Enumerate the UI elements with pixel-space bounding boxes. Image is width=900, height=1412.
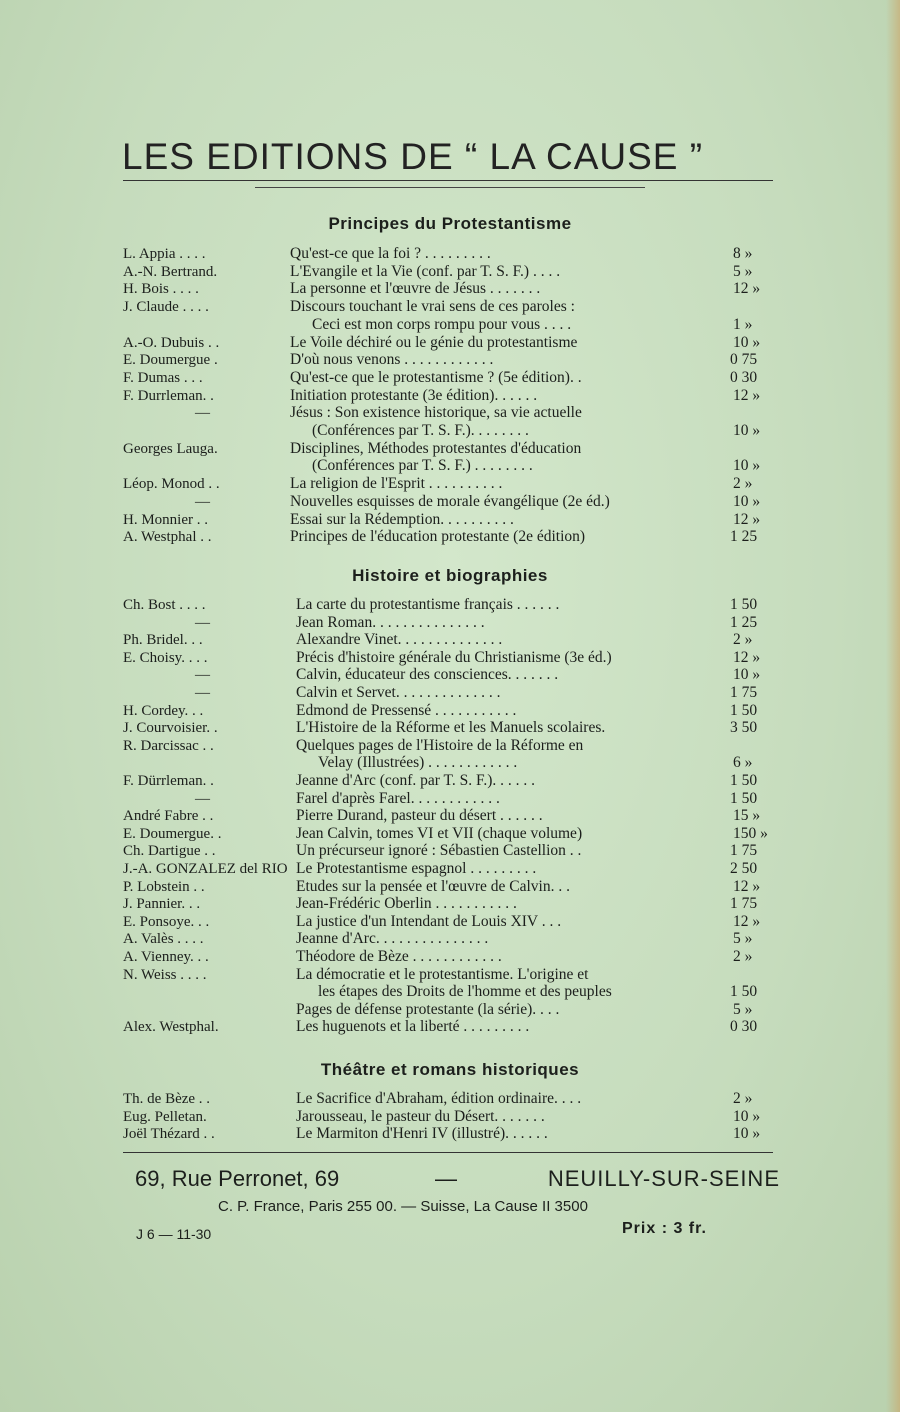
price: 12 » [733,648,761,666]
price: 150 » [733,824,768,842]
catalog-row [0,422,900,440]
work-title: Etudes sur la pensée et l'œuvre de Calvin. . . [296,877,570,895]
work-title: Qu'est-ce que la foi ? . . . . . . . . . [290,245,491,262]
work-title: Jeanne d'Arc. . . . . . . . . . . . . . . [296,930,489,948]
work-title: Le Marmiton d'Henri IV (illustré). . . . . . [296,1125,548,1142]
page-title: LES EDITIONS DE “ LA CAUSE ” [122,136,704,177]
price: 5 » [733,1000,753,1018]
author-name: — [195,667,210,684]
catalog-row [0,280,900,298]
author-name: Ch. Bost . . . . [123,597,206,613]
price: 1 75 [730,842,758,860]
author-name: E. Doumergue . [123,352,218,369]
price: 10 » [733,1125,761,1142]
work-title: Discours touchant le vrai sens de ces paroles : [290,298,575,316]
title-rule [123,180,773,181]
author-name: — [195,493,210,510]
catalog-row [0,966,900,984]
catalog-row [0,807,900,825]
work-title: Disciplines, Méthodes protestantes d'éducation [290,439,582,457]
catalog-row [0,702,900,720]
price: 5 » [733,930,753,948]
catalog-row [0,930,900,948]
author-name: N. Weiss . . . . [123,966,207,983]
catalog-row [0,1018,900,1036]
catalog-row [0,404,900,422]
catalog-row [0,860,900,878]
catalog-row [0,596,900,614]
work-title: La carte du protestantisme français . . . . . . [296,596,560,613]
price: 0 75 [730,351,758,369]
price: 0 30 [730,1018,758,1036]
price: 3 50 [730,719,758,737]
catalog-row [0,440,900,458]
footer-code: J 6 — 11-30 [136,1226,212,1242]
work-title: D'où nous venons . . . . . . . . . . . . [290,351,494,369]
author-name: J. Courvoisier. . [123,720,218,737]
author-name: A.-O. Dubuis . . [123,334,220,351]
catalog-row [0,1090,900,1108]
price: 2 50 [730,860,758,877]
catalog-row [0,649,900,667]
catalog-row [0,387,900,405]
catalog-row [0,737,900,755]
work-title: Ceci est mon corps rompu pour vous . . . . [312,315,572,333]
catalog-row [0,825,900,843]
catalog-row [0,334,900,352]
catalog-row [0,263,900,281]
catalog-row [0,528,900,546]
catalog-row [0,948,900,966]
footer-rule [123,1152,773,1153]
catalog-row [0,895,900,913]
price: 2 » [733,475,753,493]
price: 1 50 [730,983,758,1001]
author-name: F. Dumas . . . [123,369,203,386]
footer-price: Prix : 3 fr. [622,1220,707,1237]
work-title: Pierre Durand, pasteur du désert . . . . . . [296,807,543,825]
price: 1 » [733,315,753,333]
author-name: E. Choisy. . . . [123,649,208,666]
author-name: — [195,790,210,807]
author-name: — [195,614,210,631]
work-title: (Conférences par T. S. F.). . . . . . . . [312,422,529,439]
author-name: A. Westphal . . [123,529,212,546]
price: 1 50 [730,772,758,789]
author-name: — [195,685,210,701]
work-title: Jean-Frédéric Oberlin . . . . . . . . . . . [296,895,517,913]
author-name: F. Durrleman. . [123,387,214,404]
author-name: Eug. Pelletan. [123,1108,207,1125]
work-title: Précis d'histoire générale du Christianisme (3e éd.) [296,648,612,666]
author-name: — [195,405,210,422]
author-name: A.-N. Bertrand. [123,263,218,280]
work-title: Pages de défense protestante (la série). . . . [296,1000,560,1018]
work-title: Edmond de Pressensé . . . . . . . . . . . [296,701,517,719]
work-title: L'Evangile et la Vie (conf. par T. S. F.) . . . . [290,262,561,280]
author-name: Georges Lauga. [123,440,218,457]
work-title: Les huguenots et la liberté . . . . . . . . . [296,1018,530,1036]
author-name: L. Appia . . . . [123,246,206,262]
work-title: Farel d'après Farel. . . . . . . . . . . . [296,789,500,807]
price: 12 » [733,280,761,298]
author-name: Ch. Dartigue . . [123,843,216,860]
price: 1 75 [730,895,758,913]
catalog-row [0,1108,900,1126]
price: 12 » [733,386,761,404]
author-name: J. Claude . . . . [123,299,209,316]
work-title: Essai sur la Rédemption. . . . . . . . . . [290,510,514,528]
author-name: H. Bois . . . . [123,281,199,298]
author-name: H. Monnier . . [123,511,208,528]
price: 1 25 [730,613,758,631]
catalog-row [0,666,900,684]
work-title: La démocratie et le protestantisme. L'origine et [296,965,589,983]
work-title: Le Sacrifice d'Abraham, édition ordinaire. . . . [296,1090,582,1107]
work-title: Théodore de Bèze . . . . . . . . . . . . [296,948,502,965]
work-title: Qu'est-ce que le protestantisme ? (5e édition). . [290,368,582,386]
author-name: Ph. Bridel. . . [123,632,203,649]
author-name: Alex. Westphal. [123,1019,219,1036]
price: 2 » [733,1090,753,1107]
catalog-row [0,1125,900,1143]
work-title: les étapes des Droits de l'homme et des peuples [318,983,612,1001]
title-rule-short [255,187,645,188]
price: 1 50 [730,789,758,807]
catalog-row [0,457,900,475]
catalog-row [0,878,900,896]
work-title: La justice d'un Intendant de Louis XIV . . . [296,912,562,930]
catalog-row [0,772,900,790]
price: 5 » [733,262,753,280]
catalog-row [0,511,900,529]
catalog-row [0,245,900,263]
author-name: Joël Thézard . . [123,1126,215,1142]
price: 0 30 [730,368,758,386]
catalog-row [0,1001,900,1019]
catalog-row [0,631,900,649]
author-name: A. Valès . . . . [123,931,204,948]
author-name: P. Lobstein . . [123,878,205,895]
author-name: E. Ponsoye. . . [123,913,210,930]
author-name: R. Darcissac . . [123,737,214,754]
price: 12 » [733,877,761,895]
price: 6 » [733,754,753,772]
author-name: H. Cordey. . . [123,702,204,719]
catalog-row [0,754,900,772]
work-title: La personne et l'œuvre de Jésus . . . . . . . [290,280,541,298]
price: 1 25 [730,528,758,546]
catalog-row [0,842,900,860]
work-title: Le Voile déchiré ou le génie du protestantisme [290,333,578,351]
author-name: André Fabre . . [123,808,214,825]
catalog-row [0,298,900,316]
price: 12 » [733,510,761,528]
price: 15 » [733,807,761,825]
catalog-row [0,475,900,493]
catalog-row [0,719,900,737]
author-name: Th. de Bèze . . [123,1091,211,1107]
footer-dash: — [435,1166,457,1191]
price: 10 » [733,492,761,510]
price: 12 » [733,912,761,930]
section-heading: Histoire et biographies [352,566,548,585]
work-title: Nouvelles esquisses de morale évangélique (2e éd.) [290,492,610,510]
work-title: La religion de l'Esprit . . . . . . . . . . [290,475,503,493]
work-title: (Conférences par T. S. F.) . . . . . . . . [312,457,533,475]
price: 1 75 [730,684,758,701]
price: 10 » [733,457,761,475]
author-name: F. Dürrleman. . [123,773,214,789]
catalog-row [0,316,900,334]
work-title: Calvin et Servet. . . . . . . . . . . . . . [296,684,501,701]
work-title: Un précurseur ignoré : Sébastien Castellion . . [296,842,582,860]
work-title: Jésus : Son existence historique, sa vie actuelle [290,404,582,422]
author-name: E. Doumergue. . [123,825,222,842]
price: 1 50 [730,701,758,719]
work-title: Jean Roman. . . . . . . . . . . . . . . [296,613,485,631]
author-name: Léop. Monod . . [123,476,220,493]
footer-address: 69, Rue Perronet, 69 [135,1166,340,1191]
section-heading: Principes du Protestantisme [328,214,572,233]
price: 10 » [733,333,761,351]
author-name: J. Pannier. . . [123,896,201,913]
work-title: Jean Calvin, tomes VI et VII (chaque volume) [296,824,583,842]
catalog-row [0,790,900,808]
work-title: Jeanne d'Arc (conf. par T. S. F.). . . . . . [296,772,536,789]
work-title: L'Histoire de la Réforme et les Manuels scolaires. [296,719,606,737]
catalog-row [0,684,900,702]
catalog-row [0,493,900,511]
catalog-row [0,614,900,632]
catalog-row [0,369,900,387]
catalog-row [0,351,900,369]
work-title: Initiation protestante (3e édition). . . . . . [290,386,538,404]
work-title: Principes de l'éducation protestante (2e édition) [290,528,586,546]
footer-address-line [135,1166,780,1192]
work-title: Calvin, éducateur des consciences. . . . . . . [296,666,559,684]
footer-city: NEUILLY-SUR-SEINE [547,1166,780,1191]
price: 8 » [733,245,753,262]
price: 2 » [733,631,753,649]
section-heading: Théâtre et romans historiques [320,1060,580,1079]
work-title: Le Protestantisme espagnol . . . . . . . . . [296,860,537,877]
work-title: Velay (Illustrées) . . . . . . . . . . . . [318,754,518,772]
price: 10 » [733,422,761,439]
price: 2 » [733,948,753,965]
catalog-row [0,913,900,931]
work-title: Jarousseau, le pasteur du Désert. . . . . . . [296,1107,545,1125]
price: 10 » [733,666,761,684]
price: 10 » [733,1107,761,1125]
work-title: Quelques pages de l'Histoire de la Réforme en [296,736,584,754]
price: 1 50 [730,596,758,613]
footer-accounts: C. P. France, Paris 255 00. — Suisse, La Cause II 3500 [218,1198,588,1215]
author-name: A. Vienney. . . [123,949,209,965]
work-title: Alexandre Vinet. . . . . . . . . . . . . . [296,631,503,649]
catalog-row [0,983,900,1001]
author-name: J.-A. GONZALEZ del RIO [123,861,288,877]
